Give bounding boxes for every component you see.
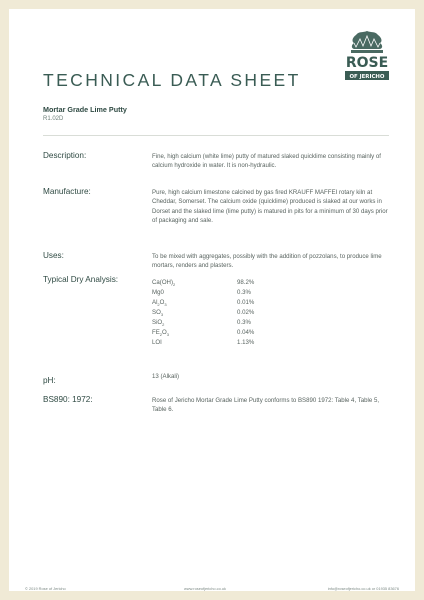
- bs890-text: Rose of Jericho Mortar Grade Lime Putty conforms to BS890 1972: Table 4, Table 5, Table 6.: [152, 397, 380, 414]
- ph-text: 13 (Alkali): [152, 373, 180, 380]
- footer-website[interactable]: www.roseofjericho.co.uk: [184, 586, 226, 591]
- data-sheet-page: [9, 9, 415, 591]
- ph-label: pH:: [43, 376, 56, 385]
- analysis-row: Mg0 0.3%: [152, 289, 251, 296]
- bs890-label: BS890: 1972:: [43, 395, 93, 404]
- description-label: Description:: [43, 151, 87, 160]
- analysis-label: Typical Dry Analysis:: [43, 275, 119, 284]
- product-code: R1.02D: [43, 116, 64, 122]
- page-title: TECHNICAL DATA SHEET: [43, 70, 301, 90]
- header-divider: [43, 135, 389, 136]
- product-name: Mortar Grade Lime Putty: [43, 105, 127, 114]
- footer-copyright: © 2019 Rose of Jericho: [25, 586, 66, 591]
- analysis-row: $Al_2O_3$ 0.01%: [152, 299, 255, 308]
- rose-of-jericho-logo: [342, 27, 392, 87]
- analysis-row: $SO_3$ 0.02%: [152, 309, 255, 318]
- footer-contact[interactable]: info@roseofjericho.co.uk or 01935 83676: [327, 586, 399, 591]
- manufacture-label: Manufacture:: [43, 187, 91, 196]
- manufacture-text: Pure, high calcium limestone calcined by gas fired KRAUFF MAFFEI rotary kiln at Cheddar, Somerset. The calcium oxide (quicklime) produced is slaked at our works in Dorset and the slaked lime (lime putty) is matured in pits for a minimum of 30 days prior of packaging and sale.: [152, 189, 388, 225]
- analysis-row: $FE_2O_3$ 0.04%: [152, 329, 255, 338]
- analysis-row: $Ca(OH)_2$ 98.2%: [152, 279, 255, 288]
- analysis-row: SiO$_2$ 0.3%: [152, 319, 251, 328]
- analysis-table: [152, 278, 254, 348]
- analysis-row: LOI 1.13%: [152, 339, 255, 346]
- uses-text: To be mixed with aggregates, possibly with the addition of pozzolans, to produce lime mortars, renders and plasters.: [152, 253, 382, 270]
- description-text: Fine, high calcium (white lime) putty of matured slaked quicklime consisting mainly of calcium hydroxide in water. It is non-hydraulic.: [152, 153, 381, 170]
- uses-label: Uses:: [43, 251, 64, 260]
- svg-text:ROSE: ROSE: [345, 55, 389, 71]
- svg-text:OF JERICHO: OF JERICHO: [349, 74, 385, 80]
